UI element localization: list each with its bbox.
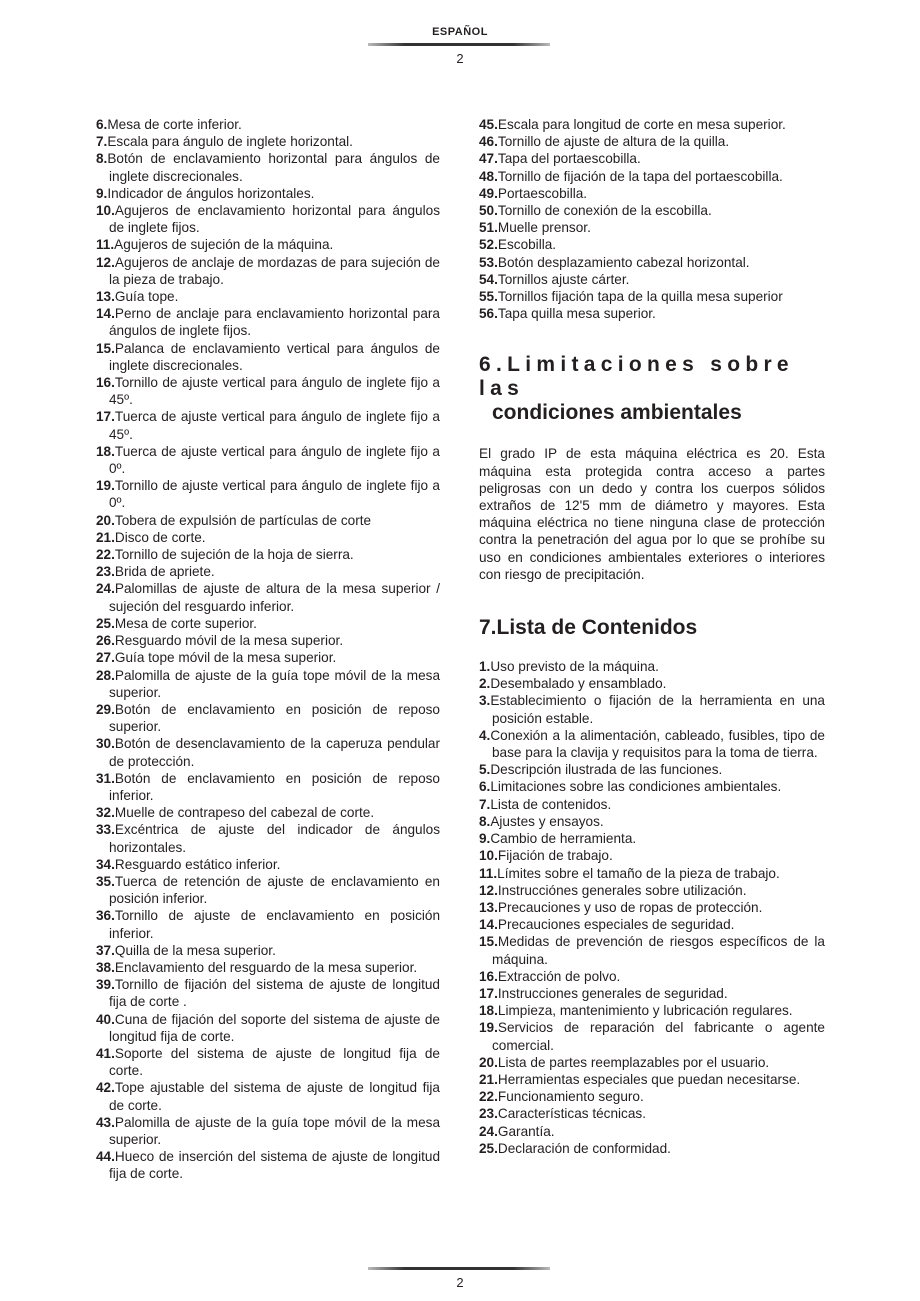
list-item <box>479 675 825 692</box>
item-text: Mesa de corte inferior. <box>107 117 242 132</box>
item-text: Guía tope móvil de la mesa superior. <box>114 650 337 666</box>
item-number: 27. <box>96 650 115 666</box>
item-text: Lista de contenidos. <box>490 796 612 812</box>
item-text: Palomilla de ajuste de la guía tope móvil de la mesa superior. <box>109 667 440 700</box>
item-number: 12. <box>479 882 498 898</box>
header-language: ESPAÑOL <box>432 26 488 38</box>
item-number: 21. <box>96 529 115 545</box>
footer-page-number: 2 <box>456 1275 464 1290</box>
item-text: Fijación de trabajo. <box>497 848 613 864</box>
list-item <box>479 761 825 778</box>
item-text: Instrucciónes generales sobre utilización. <box>497 882 747 898</box>
list-item <box>96 649 440 666</box>
item-text: Escobilla. <box>497 237 557 253</box>
item-text: Quilla de la mesa superior. <box>114 942 276 958</box>
item-number: 14. <box>479 917 498 933</box>
item-number: 51. <box>479 220 498 236</box>
item-number: 31. <box>96 770 115 786</box>
list-item <box>96 185 440 202</box>
list-item <box>96 959 440 976</box>
item-text: Precauciones especiales de seguridad. <box>497 917 735 933</box>
item-number: 36. <box>96 908 115 924</box>
list-item <box>96 443 440 477</box>
item-text: Tope ajustable del sistema de ajuste de longitud fija de corte. <box>109 1080 440 1113</box>
item-number: 53. <box>479 254 498 270</box>
list-item <box>479 968 825 985</box>
section7-title: 7.Lista de Contenidos <box>479 616 698 640</box>
list-item <box>479 150 825 167</box>
item-text: Establecimiento o fijación de la herramienta en una posición estable. <box>490 693 825 726</box>
item-text: Funcionamiento seguro. <box>497 1089 644 1105</box>
item-number: 43. <box>96 1114 115 1130</box>
list-item <box>479 847 825 864</box>
list-item <box>479 985 825 1002</box>
header-page-number: 2 <box>456 51 464 66</box>
item-text: Conexión a la alimentación, cableado, fusibles, tipo de base para la clavija y requisitos para la toma de tierra. <box>490 727 825 761</box>
item-text: Resguardo estático inferior. <box>114 856 281 872</box>
list-item <box>96 116 440 133</box>
item-text: Limpieza, mantenimiento y lubricación regulares. <box>497 1003 793 1019</box>
item-number: 17. <box>96 409 115 425</box>
list-item <box>96 288 440 305</box>
item-text: Guía tope. <box>114 289 179 305</box>
item-number: 40. <box>96 1011 115 1027</box>
item-number: 50. <box>479 203 498 219</box>
list-item <box>479 1054 825 1071</box>
item-number: 48. <box>479 168 498 184</box>
item-number: 18. <box>479 1003 498 1019</box>
item-text: Muelle prensor. <box>497 220 591 236</box>
item-number: 42. <box>96 1080 115 1096</box>
item-text: Botón de enclavamiento horizontal para ángulos de inglete discrecionales. <box>107 151 440 184</box>
item-number: 26. <box>96 633 115 649</box>
item-number: 37. <box>96 942 115 958</box>
list-item <box>479 116 825 133</box>
item-text: Escala para ángulo de inglete horizontal. <box>107 134 353 150</box>
item-text: Características técnicas. <box>497 1106 646 1122</box>
list-item <box>479 658 825 675</box>
header-rule <box>368 43 550 46</box>
item-text: Excéntrica de ajuste del indicador de ángulos horizontales. <box>109 822 440 855</box>
list-item <box>479 305 825 322</box>
item-number: 25. <box>96 615 115 631</box>
item-text: Botón de desenclavamiento de la caperuza pendular de protección. <box>109 736 440 769</box>
item-text: Resguardo móvil de la mesa superior. <box>114 633 344 649</box>
list-item <box>96 150 440 184</box>
left-column <box>96 116 440 1183</box>
item-number: 39. <box>96 977 115 993</box>
item-number: 33. <box>96 822 115 838</box>
item-number: 34. <box>96 856 115 872</box>
item-number: 24. <box>479 1123 498 1139</box>
list-item <box>479 778 825 795</box>
item-number: 23. <box>479 1106 498 1122</box>
item-text: Perno de anclaje para enclavamiento horizontal para ángulos de inglete fijos. <box>109 306 440 339</box>
item-text: Precauciones y uso de ropas de protección. <box>497 899 763 915</box>
item-number: 3. <box>479 693 491 709</box>
list-item <box>96 1011 440 1045</box>
item-number: 6. <box>96 117 108 132</box>
item-number: 13. <box>96 289 115 305</box>
item-number: 7. <box>96 134 108 150</box>
list-item <box>479 899 825 916</box>
item-number: 45. <box>479 117 498 132</box>
item-number: 47. <box>479 151 498 167</box>
list-item <box>479 185 825 202</box>
item-text: Portaescobilla. <box>497 185 588 201</box>
item-text: Tuerca de ajuste vertical para ángulo de inglete fijo a 0º. <box>109 443 440 477</box>
item-number: 2. <box>479 676 491 692</box>
list-item <box>96 202 440 236</box>
item-text: Lista de partes reemplazables por el usuario. <box>497 1054 770 1070</box>
list-item <box>96 374 440 408</box>
section6-title <box>479 353 825 425</box>
right-column <box>479 116 825 1157</box>
item-number: 19. <box>96 478 115 494</box>
item-text: Tuerca de ajuste vertical para ángulo de inglete fijo a 45º. <box>109 409 440 442</box>
item-text: Tornillo de fijación del sistema de ajuste de longitud fija de corte . <box>109 977 440 1010</box>
item-text: Botón de enclavamiento en posición de reposo inferior. <box>109 770 440 803</box>
item-number: 13. <box>479 899 498 915</box>
item-number: 15. <box>96 340 115 356</box>
item-number: 15. <box>479 934 498 950</box>
list-item <box>96 477 440 511</box>
item-text: Palanca de enclavamiento vertical para ángulos de inglete discrecionales. <box>109 340 440 373</box>
list-item <box>479 254 825 271</box>
list-item <box>96 1114 440 1148</box>
item-number: 32. <box>96 805 115 821</box>
list-item <box>96 856 440 873</box>
list-item <box>96 1148 440 1182</box>
item-number: 28. <box>96 667 115 683</box>
item-text: Medidas de prevención de riesgos específicos de la máquina. <box>492 934 825 967</box>
item-text: Hueco de inserción del sistema de ajuste de longitud fija de corte. <box>109 1149 440 1182</box>
item-text: Indicador de ángulos horizontales. <box>107 185 315 201</box>
item-text: Botón desplazamiento cabezal horizontal. <box>497 254 750 270</box>
item-number: 35. <box>96 873 115 889</box>
list-item <box>479 692 825 726</box>
list-item <box>479 933 825 967</box>
list-item <box>96 615 440 632</box>
item-text: Botón de enclavamiento en posición de reposo superior. <box>109 701 440 735</box>
item-number: 22. <box>479 1089 498 1105</box>
item-number: 8. <box>96 151 108 167</box>
item-text: Declaración de conformidad. <box>497 1140 671 1156</box>
list-item <box>96 667 440 701</box>
list-item <box>479 271 825 288</box>
item-number: 9. <box>96 185 108 201</box>
item-text: Muelle de contrapeso del cabezal de corte. <box>114 805 375 821</box>
item-number: 30. <box>96 736 115 752</box>
parts-list-right <box>479 116 825 322</box>
item-text: Cuna de fijación del soporte del sistema de ajuste de longitud fija de corte. <box>109 1011 440 1044</box>
list-item <box>479 202 825 219</box>
item-text: Servicios de reparación del fabricante o agente comercial. <box>492 1020 825 1053</box>
list-item <box>96 133 440 150</box>
item-text: Límites sobre el tamaño de la pieza de trabajo. <box>497 865 780 881</box>
item-number: 8. <box>479 813 491 829</box>
item-number: 10. <box>479 848 498 864</box>
item-text: Tuerca de retención de ajuste de enclavamiento en posición inferior. <box>109 873 440 907</box>
item-number: 23. <box>96 564 115 580</box>
list-item <box>479 168 825 185</box>
item-number: 41. <box>96 1045 115 1061</box>
list-item <box>479 1140 825 1157</box>
item-text: Tornillo de conexión de la escobilla. <box>497 203 712 219</box>
item-text: Tornillo de ajuste de altura de la quilla. <box>497 134 730 150</box>
item-text: Uso previsto de la máquina. <box>490 659 659 675</box>
item-number: 16. <box>479 968 498 984</box>
item-number: 46. <box>479 134 498 150</box>
list-item <box>479 882 825 899</box>
item-text: Tornillos ajuste cárter. <box>497 271 630 287</box>
item-number: 5. <box>479 762 491 778</box>
item-text: Agujeros de sujeción de la máquina. <box>114 237 334 253</box>
item-number: 38. <box>96 959 115 975</box>
item-number: 18. <box>96 443 115 459</box>
item-text: Soporte del sistema de ajuste de longitud fija de corte. <box>109 1045 440 1079</box>
item-text: Tornillo de ajuste vertical para ángulo de inglete fijo a 45º. <box>109 375 440 408</box>
list-item <box>96 529 440 546</box>
item-text: Limitaciones sobre las condiciones ambientales. <box>490 779 782 795</box>
item-number: 56. <box>479 306 498 322</box>
item-text: Garantía. <box>497 1123 555 1139</box>
item-number: 24. <box>96 581 115 597</box>
list-item <box>479 865 825 882</box>
list-item <box>96 546 440 563</box>
list-item <box>96 305 440 339</box>
item-text: Escala para longitud de corte en mesa superior. <box>497 117 786 132</box>
list-item <box>479 1105 825 1122</box>
list-item <box>96 1045 440 1079</box>
section6-body: El grado IP de esta máquina eléctrica es 20. Esta máquina esta protegida contra acceso a partes peligrosas con un dedo y contra los cuerpos sólidos extraños de 12'5 mm de diámetro y mayores. Esta máquina eléctrica no tiene ninguna clase de protección contra la penetración del agua por lo que se prohíbe su uso en condiciones ambientales exteriores o interiores con riesgo de precipitación. <box>479 446 825 582</box>
list-item <box>479 219 825 236</box>
section6-title-line1: 6.Limitaciones sobre las <box>479 353 794 401</box>
item-number: 54. <box>479 271 498 287</box>
item-text: Cambio de herramienta. <box>490 831 637 847</box>
list-item <box>479 133 825 150</box>
list-item <box>479 1071 825 1088</box>
item-text: Herramientas especiales que puedan necesitarse. <box>497 1071 801 1087</box>
item-text: Agujeros de enclavamiento horizontal para ángulos de inglete fijos. <box>109 203 440 236</box>
item-number: 20. <box>96 512 115 528</box>
item-number: 44. <box>96 1149 115 1165</box>
list-item <box>96 408 440 442</box>
list-item <box>96 735 440 769</box>
item-text: Agujeros de anclaje de mordazas de para sujeción de la pieza de trabajo. <box>109 254 440 287</box>
item-text: Tapa del portaescobilla. <box>497 151 641 167</box>
list-item <box>96 976 440 1010</box>
list-item <box>96 340 440 374</box>
list-item <box>96 942 440 959</box>
item-number: 19. <box>479 1020 498 1036</box>
item-text: Instrucciones generales de seguridad. <box>497 985 728 1001</box>
item-text: Palomillas de ajuste de altura de la mesa superior / sujeción del resguardo inferior. <box>109 581 440 614</box>
item-number: 49. <box>479 185 498 201</box>
list-item <box>479 916 825 933</box>
item-number: 4. <box>479 727 491 743</box>
list-item <box>96 701 440 735</box>
item-number: 1. <box>479 659 491 675</box>
item-text: Extracción de polvo. <box>497 968 621 984</box>
list-item <box>479 1002 825 1019</box>
list-item <box>96 580 440 614</box>
contents-list <box>479 658 825 1157</box>
item-number: 21. <box>479 1071 498 1087</box>
item-number: 9. <box>479 831 491 847</box>
item-text: Ajustes y ensayos. <box>490 813 604 829</box>
item-number: 10. <box>96 203 115 219</box>
item-number: 12. <box>96 254 115 270</box>
item-text: Desembalado y ensamblado. <box>490 676 667 692</box>
list-item <box>96 804 440 821</box>
footer-rule <box>368 1267 550 1270</box>
list-item <box>96 254 440 288</box>
item-text: Tornillo de fijación de la tapa del portaescobilla. <box>497 168 783 184</box>
item-number: 55. <box>479 289 498 305</box>
item-number: 22. <box>96 547 115 563</box>
item-text: Tornillo de ajuste de enclavamiento en posición inferior. <box>109 908 440 941</box>
list-item <box>96 907 440 941</box>
list-item <box>96 563 440 580</box>
item-text: Tornillo de sujeción de la hoja de sierra. <box>114 547 354 563</box>
item-number: 14. <box>96 306 115 322</box>
list-item <box>479 796 825 813</box>
list-item <box>96 821 440 855</box>
list-item <box>96 512 440 529</box>
item-number: 16. <box>96 375 115 391</box>
item-number: 11. <box>479 865 498 881</box>
item-text: Mesa de corte superior. <box>114 615 257 631</box>
item-number: 29. <box>96 701 115 717</box>
list-item <box>479 236 825 253</box>
list-item <box>479 830 825 847</box>
list-item <box>479 727 825 761</box>
item-number: 11. <box>96 237 115 253</box>
item-number: 17. <box>479 985 498 1001</box>
list-item <box>96 873 440 907</box>
item-text: Tobera de expulsión de partículas de corte <box>114 512 372 528</box>
item-number: 6. <box>479 779 491 795</box>
item-text: Enclavamiento del resguardo de la mesa superior. <box>114 959 418 975</box>
item-text: Tornillos fijación tapa de la quilla mesa superior <box>497 289 783 305</box>
item-text: Descripción ilustrada de las funciones. <box>490 762 723 778</box>
section6-title-line2: condiciones ambientales <box>492 401 742 425</box>
list-item <box>96 1079 440 1113</box>
list-item <box>96 632 440 649</box>
item-number: 52. <box>479 237 498 253</box>
list-item <box>479 1123 825 1140</box>
item-number: 20. <box>479 1054 498 1070</box>
list-item <box>479 1019 825 1053</box>
item-number: 7. <box>479 796 491 812</box>
item-number: 25. <box>479 1140 498 1156</box>
list-item <box>479 1088 825 1105</box>
list-item <box>479 813 825 830</box>
item-text: Disco de corte. <box>114 529 206 545</box>
list-item <box>479 288 825 305</box>
parts-list-left <box>96 116 440 1183</box>
item-text: Tapa quilla mesa superior. <box>497 306 656 322</box>
item-text: Palomilla de ajuste de la guía tope móvil de la mesa superior. <box>109 1114 440 1147</box>
item-text: Tornillo de ajuste vertical para ángulo de inglete fijo a 0º. <box>109 478 440 511</box>
item-text: Brida de apriete. <box>114 564 215 580</box>
list-item <box>96 770 440 804</box>
list-item <box>96 236 440 253</box>
